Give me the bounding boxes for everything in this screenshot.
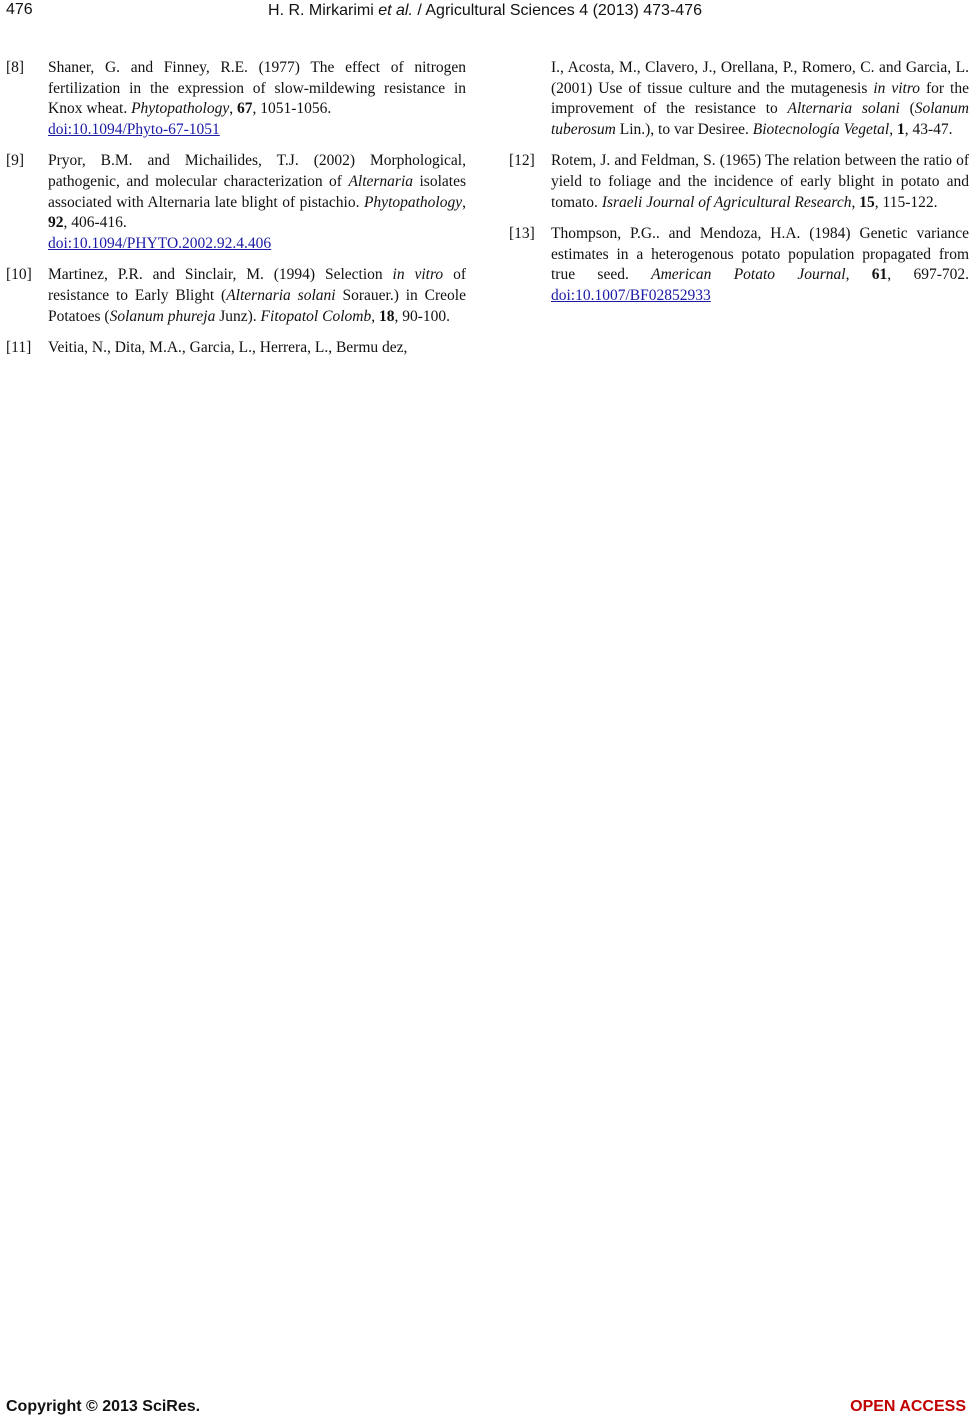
reference-number: [8] (6, 59, 25, 76)
reference-10: [10] Martinez, P.R. and Sinclair, M. (1994) Selection in vitro of resistance to Early Blight (Alternaria solani Sorauer.) in Creole Potatoes (Solanum phureja Junz). Fitopatol Colomb, 18, 90-100. (6, 266, 466, 325)
reference-number: [9] (6, 152, 25, 170)
copyright-notice: Copyright © 2013 SciRes. (6, 1398, 201, 1415)
journal-name: Israeli Journal of Agricultural Research (601, 193, 852, 211)
reference-text: Sorauer.) in Creole Potatoes ( (48, 286, 466, 325)
reference-9: [9] Pryor, B.M. and Michailides, T.J. (2002) Morphological, pathogenic, and molecular characterization of Alternaria isolates associated with Alternaria late blight of pistachio. Phytopathology, 92, 406-416. doi:10.1094/PHYTO.2002.92.4.406 (6, 152, 466, 252)
journal-name: Biotecnología Vegetal (752, 120, 890, 138)
pages: , 406-416. (63, 214, 127, 232)
running-header (0, 2, 970, 20)
journal-name: American Potato Journal (651, 266, 846, 284)
journal-name: Phytopathology (131, 100, 230, 118)
reference-number: [13] (509, 225, 535, 243)
doi-link[interactable]: doi:10.1094/PHYTO.2002.92.4.406 (48, 234, 272, 252)
volume: 1 (896, 120, 905, 138)
species-name: Alternaria solani (226, 286, 336, 304)
reference-text: Lin.), to var Desiree. (615, 120, 753, 138)
left-column (6, 58, 466, 370)
reference-text: I., Acosta, M., Clavero, J., Orellana, P., Romero, C. and Garcia, L. (2001) Use of tissue culture and the mutagenesis (551, 59, 969, 97)
volume: 92 (48, 214, 64, 232)
reference-text: Martinez, P.R. and Sinclair, M. (1994) Selection (48, 266, 393, 284)
reference-11-continued: I., Acosta, M., Clavero, J., Orellana, P., Romero, C. and Garcia, L. (2001) Use of tissue culture and the mutagenesis in vitro for the improvement of the resistance to Alternaria solani (Solanum tuberosum Lin.), to var Desiree. Biotecnología Vegetal, 1, 43-47. (551, 59, 969, 138)
reference-text: Thompson, P.G.. and Mendoza, H.A. (1984) Genetic variance estimates in a heterogenous potato population propagated from true seed. (551, 225, 969, 284)
reference-text: Rotem, J. and Feldman, S. (1965) The relation between the ratio of yield to foliage and the incidence of early blight in potato and tomato. (551, 152, 969, 211)
pages: , 115-122. (874, 193, 938, 211)
page-number: 476 (6, 1, 33, 18)
reference-text: for the improvement of the resistance to (551, 79, 969, 118)
volume: 18 (378, 307, 395, 325)
reference-number: [12] (509, 152, 535, 170)
reference-number: [10] (6, 266, 32, 284)
open-access-label: OPEN ACCESS (850, 1398, 966, 1415)
reference-text: isolates associated with Alternaria late blight of pistachio. (48, 172, 466, 211)
volume: 61 (871, 266, 888, 284)
reference-text: Pryor, B.M. and Michailides, T.J. (2002) Morphological, pathogenic, and molecular characterization of (48, 152, 466, 190)
header-authors: H. R. Mirkarimi (268, 2, 379, 19)
reference-12: [12] Rotem, J. and Feldman, S. (1965) The relation between the ratio of yield to foliage and the incidence of early blight in potato and tomato. Israeli Journal of Agricultural Research, 15, 115-122. (509, 152, 969, 211)
reference-text: Shaner, G. and Finney, R.E. (1977) The effect of nitrogen fertilization in the expression of slow-mildewing resistance in Knox wheat. (48, 59, 466, 118)
journal-name: Phytopathology (363, 193, 463, 211)
reference-11 (6, 338, 466, 359)
reference-text: Veitia, N., Dita, M.A., Garcia, L., Herrera, L., Bermu dez, (48, 339, 408, 357)
italic-term: in vitro (873, 79, 921, 97)
species-name: Solanum tuberosum (551, 100, 969, 138)
pages: , 1051-1056. (252, 100, 332, 118)
reference-8: [8] Shaner, G. and Finney, R.E. (1977) The effect of nitrogen fertilization in the expression of slow-mildewing resistance in Knox wheat. Phytopathology, 67, 1051-1056. doi:10.1094/Phyto-67-1051 (6, 59, 466, 138)
right-column (509, 58, 969, 318)
volume: 67 (236, 100, 253, 118)
doi-link[interactable]: doi:10.1007/BF02852933 (551, 286, 711, 304)
header-journal: / Agricultural Sciences 4 (2013) 473-476 (412, 2, 702, 19)
reference-text: Junz). (215, 307, 261, 325)
reference-text: ( (899, 100, 915, 118)
reference-text: of resistance to Early Blight ( (48, 266, 466, 304)
doi-link[interactable]: doi:10.1094/Phyto-67-1051 (48, 120, 220, 138)
header-etal: et al. (378, 2, 413, 19)
journal-name: Fitopatol Colomb (260, 307, 372, 325)
reference-number: [11] (6, 339, 32, 357)
species-name: Alternaria (348, 172, 414, 190)
volume: 15 (859, 193, 875, 211)
italic-term: in vitro (392, 266, 444, 284)
pages: , 697-702. (887, 266, 969, 284)
species-name: Solanum phureja (109, 307, 216, 325)
pages: , 90-100. (394, 307, 451, 325)
species-name: Alternaria solani (787, 100, 900, 118)
reference-13: [13] Thompson, P.G.. and Mendoza, H.A. (1984) Genetic variance estimates in a heterogenous potato population propagated from true seed. American Potato Journal, 61, 697-702. doi:10.1007/BF02852933 (509, 225, 969, 304)
pages: , 43-47. (904, 120, 953, 138)
